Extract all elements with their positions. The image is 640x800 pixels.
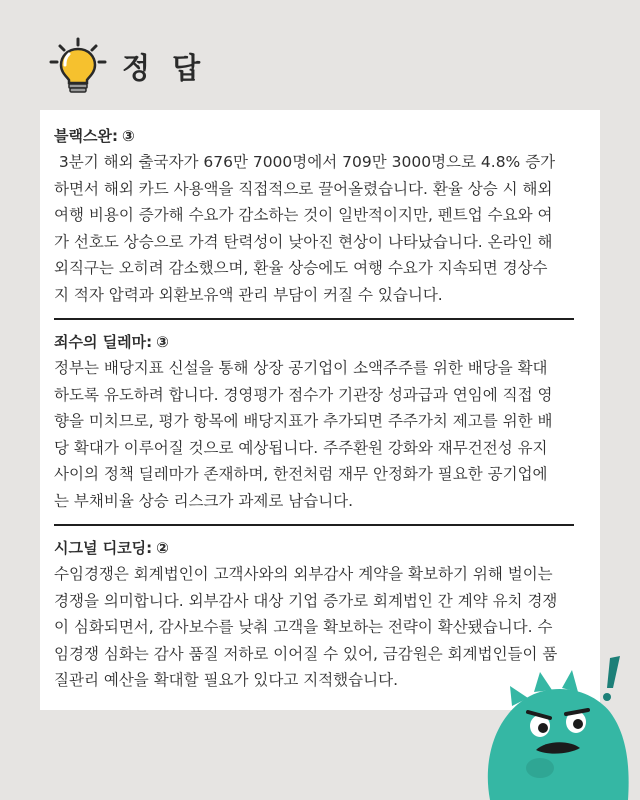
section-label: 시그널 디코딩:	[54, 539, 153, 557]
explanation-line: 임경쟁 심화는 감사 품질 저하로 이어질 수 있어, 금감원은 회계법인들이 품	[54, 644, 558, 663]
answer-section-prisoners-dilemma	[54, 329, 594, 514]
explanation-line: 하도록 유도하려 합니다. 경영평가 점수가 기관장 성과급과 연임에 직접 영	[54, 385, 553, 404]
answer-card	[40, 110, 600, 710]
section-divider	[54, 524, 574, 526]
section-label: 죄수의 딜레마:	[54, 333, 153, 351]
explanation-line: 수임경쟁은 회계법인이 고객사와의 외부감사 계약을 확보하기 위해 벌이는	[54, 565, 553, 583]
explanation-line: 하면서 해외 카드 사용액을 직접적으로 끌어올렸습니다. 환율 상승 시 해외	[54, 179, 553, 198]
explanation-line: 향을 미치므로, 평가 항목에 배당지표가 추가되면 주주가치 제고를 위한 배	[54, 412, 553, 430]
answer-section-black-swan	[54, 123, 594, 308]
explanation-line: 사이의 정책 딜레마가 존재하며, 한전처럼 재무 안정화가 필요한 공기업에	[54, 465, 548, 483]
explanation-line: 가 선호도 상승으로 가격 탄력성이 낮아진 현상이 나타났습니다. 온라인 해	[54, 232, 553, 251]
explanation-line: 이 심화되면서, 감사보수를 낮춰 고객을 확보하는 전략이 확산됐습니다. 수	[54, 618, 553, 636]
section-heading	[54, 329, 594, 355]
answer-number: ②	[156, 539, 169, 557]
explanation-line: 외직구는 오히려 감소했으며, 환율 상승에도 여행 수요가 지속되면 경상수	[54, 259, 548, 277]
answer-number: ③	[156, 333, 169, 351]
page-title: 정 답	[122, 50, 207, 85]
explanation-line: 정부는 배당지표 신설을 통해 상장 공기업이 소액주주를 위한 배당을 확대	[54, 359, 548, 377]
answer-number: ③	[121, 127, 135, 145]
explanation-line: 3분기 해외 출국자가 676만 7000명에서 709만 3000명으로 4.8% 증가	[54, 153, 556, 171]
section-heading	[54, 123, 594, 149]
explanation-line: 질관리 예산을 확대할 필요가 있다고 지적했습니다.	[54, 671, 398, 689]
explanation-line: 당 확대가 이루어질 것으로 예상됩니다. 주주환원 강화와 재무건전성 유지	[54, 438, 548, 457]
answer-header	[48, 38, 206, 94]
dinosaur-mascot	[470, 640, 640, 800]
explanation-line: 는 부채비율 상승 리스크가 과제로 남습니다.	[54, 491, 354, 510]
explanation-line: 경쟁을 의미합니다. 외부감사 대상 기업 증가로 회계법인 간 계약 유치 경쟁	[54, 591, 558, 610]
explanation-line: 지 적자 압력과 외환보유액 관리 부담이 커질 수 있습니다.	[54, 285, 443, 304]
section-label: 블랙스완:	[54, 127, 118, 145]
section-heading	[54, 535, 594, 561]
explanation-line: 여행 비용이 증가해 수요가 감소하는 것이 일반적이지만, 펜트업 수요와 여	[54, 206, 553, 224]
lightbulb-icon	[48, 37, 108, 95]
section-divider	[54, 318, 574, 320]
